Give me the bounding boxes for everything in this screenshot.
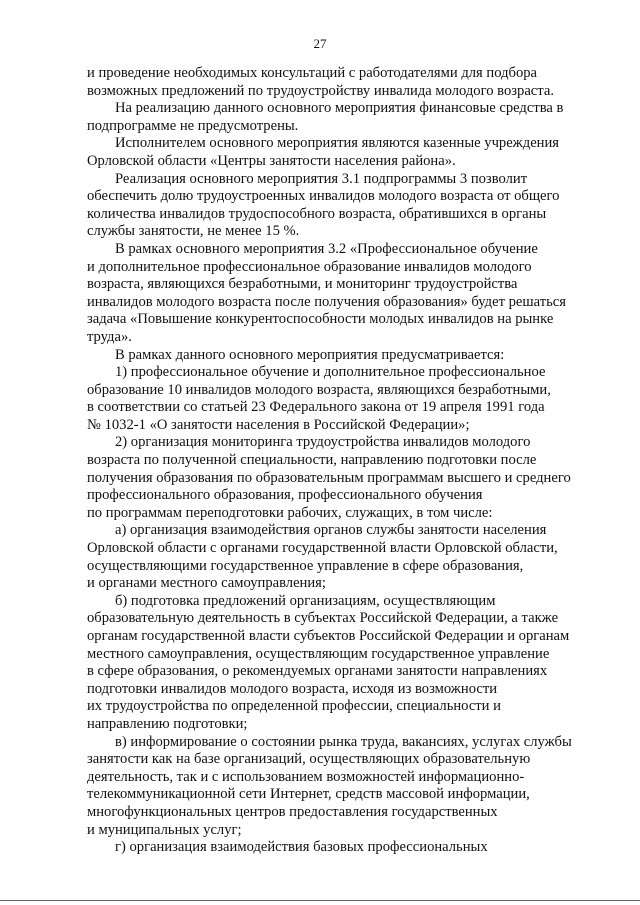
paragraph: В рамках данного основного мероприятия предусматривается: — [115, 346, 505, 363]
paragraph: и проведение необходимых консультаций с работодателями для подбора возможных предложений по трудоустройству инвалида молодого возраста. — [87, 65, 554, 99]
page-number: 27 — [313, 36, 327, 51]
paragraph: в) информирование о состоянии рынка труда, вакансиях, услугах службы занятости как на базе организаций, осуществляющих образовательную деятельность, так и с использованием возможностей информационно- телекоммуникационной сети Интернет, средств массовой информации, многофункциональных центров предоставления государственных и муниципальных услуг; — [87, 733, 572, 838]
paragraph: В рамках основного мероприятия 3.2 «Профессиональное обучение и дополнительное профессиональное образование инвалидов молодого возраста, являющихся безработными, и мониторинг трудоустройства инвалидов молодого возраста после получения образования» будет решаться задача «Повышение конкурентоспособности молодых инвалидов на рынке труда». — [87, 240, 566, 345]
paragraph: 1) профессиональное обучение и дополнительное профессиональное образование 10 инвалидов молодого возраста, являющихся безработными, в соответствии со статьей 23 Федерального закона от 19 апреля 1991 года № 1032-1 «О занятости населения в Российской Федерации»; — [87, 364, 551, 433]
document-body — [87, 65, 606, 857]
paragraph: а) организация взаимодействия органов службы занятости населения Орловской области с органами государственной власти Орловской области, осуществляющими государственное управление в сфере образования, и органами местного самоуправления; — [87, 522, 558, 592]
paragraph: 2) организация мониторинга трудоустройства инвалидов молодого возраста по полученной специальности, направлению подготовки после получения образования по образовательным программам высшего и среднего профессионального образования, профессионального обучения по программам переподготовки рабочих, служащих, в том числе: — [87, 434, 571, 521]
paragraph: Исполнителем основного мероприятия являются казенные учреждения Орловской области «Центры занятости населения района». — [87, 135, 560, 169]
paragraph: б) подготовка предложений организациям, осуществляющим образовательную деятельность в субъектах Российской Федерации, а также органам государственной власти субъектов Российской Федерации и органам местного самоуправления, осуществляющим государственное управление в сфере образования, о рекомендуемых органами занятости направлениях подготовки инвалидов молодого возраста, исходя из возможности их трудоустройства по определенной профессии, специальности и направлению подготовки; — [87, 592, 570, 732]
paragraph: Реализация основного мероприятия 3.1 подпрограммы 3 позволит обеспечить долю трудоустроенных инвалидов молодого возраста от общего количества инвалидов трудоспособного возраста, обратившихся в органы службы занятости, не менее 15 %. — [87, 170, 560, 240]
scan-edge-line — [0, 900, 640, 901]
paragraph: На реализацию данного основного мероприятия финансовые средства в подпрограмме не предусмотрены. — [87, 100, 564, 134]
paragraph: г) организация взаимодействия базовых профессиональных — [115, 839, 488, 856]
